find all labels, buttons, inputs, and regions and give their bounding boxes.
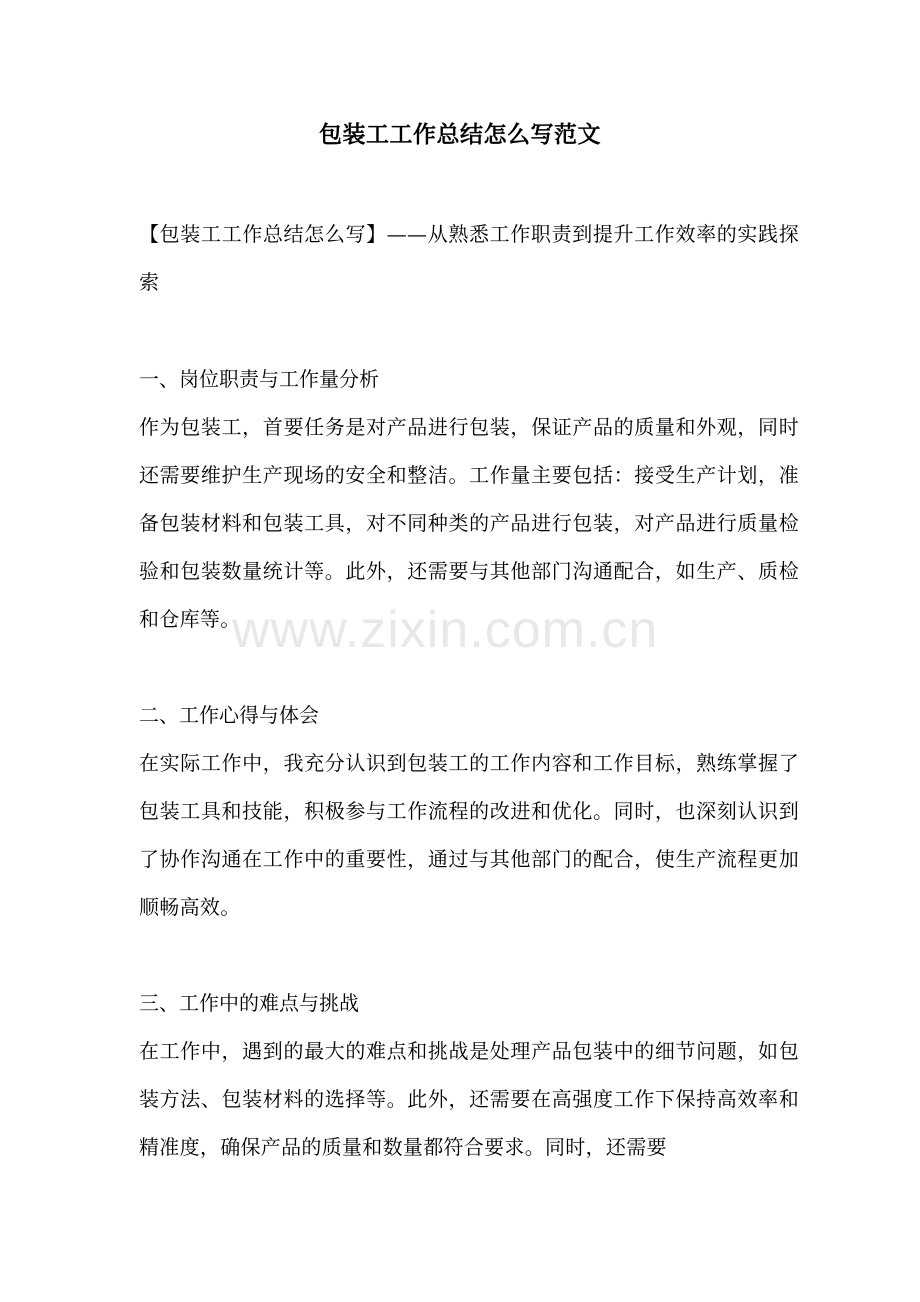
section-heading-1: 一、岗位职责与工作量分析 bbox=[139, 367, 379, 391]
section-heading-2: 二、工作心得与体会 bbox=[139, 703, 319, 727]
section-body-1: 作为包装工，首要任务是对产品进行包装，保证产品的质量和外观，同时还需要维护生产现场的安全和整洁。工作量主要包括：接受生产计划，准备包装材料和包装工具，对不同种类的产品进行包装，对产品进行质量检验和包装数量统计等。此外，还需要与其他部门沟通配合，如生产、质检和仓库等。 bbox=[139, 415, 799, 631]
section-body-3: 在工作中，遇到的最大的难点和挑战是处理产品包装中的细节问题，如包装方法、包装材料的选择等。此外，还需要在高强度工作下保持高效率和精准度，确保产品的质量和数量都符合要求。同时，还需要 bbox=[139, 1039, 799, 1159]
section-heading-3: 三、工作中的难点与挑战 bbox=[139, 991, 359, 1015]
watermark-text: www.zixin.com.cn bbox=[232, 601, 659, 659]
document-subtitle: 【包装工工作总结怎么写】——从熟悉工作职责到提升工作效率的实践探索 bbox=[139, 222, 799, 294]
document-title: 包装工工作总结怎么写范文 bbox=[319, 121, 601, 148]
section-body-2: 在实际工作中，我充分认识到包装工的工作内容和工作目标，熟练掌握了包装工具和技能，积极参与工作流程的改进和优化。同时，也深刻认识到了协作沟通在工作中的重要性，通过与其他部门的配合，使生产流程更加顺畅高效。 bbox=[139, 751, 799, 919]
